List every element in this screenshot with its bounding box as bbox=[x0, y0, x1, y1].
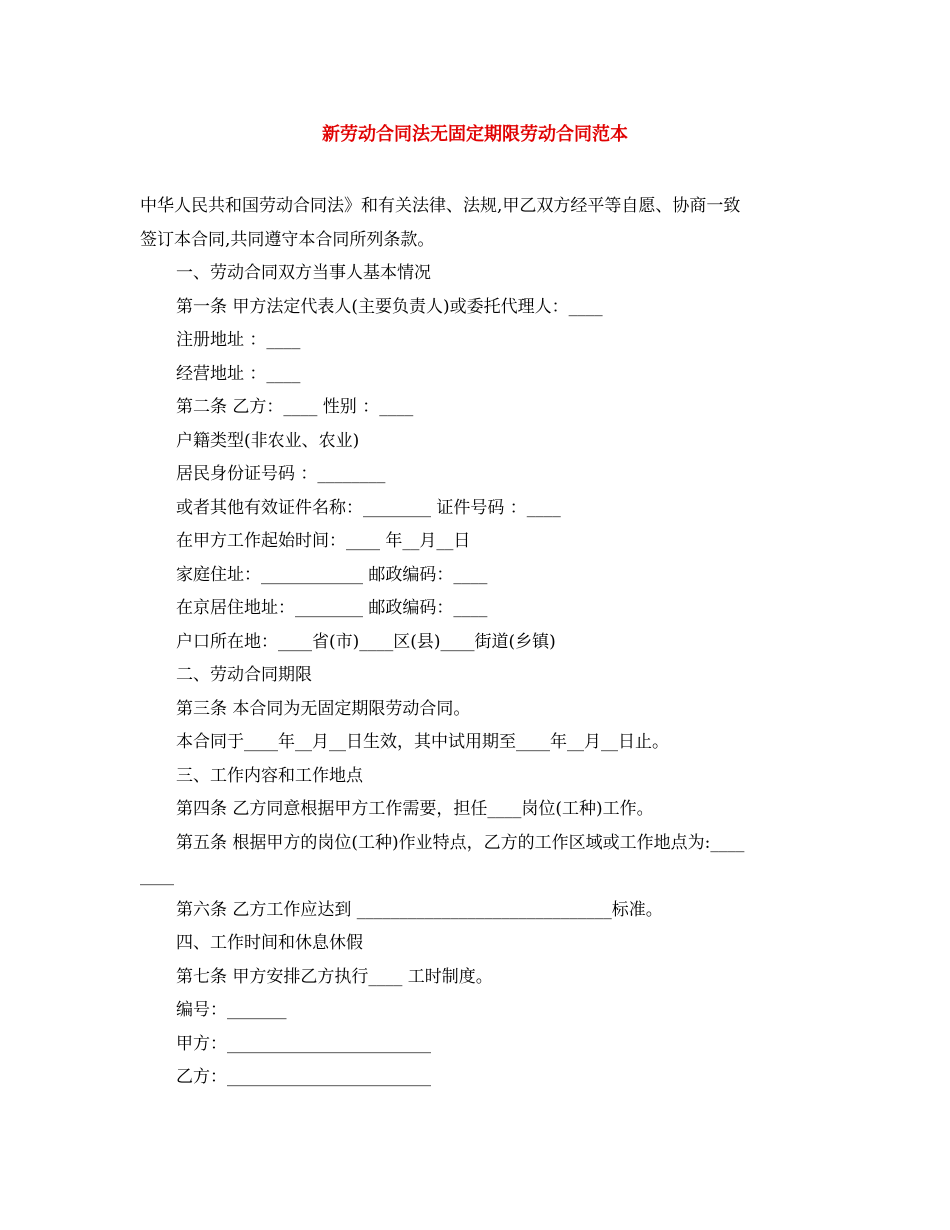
document-line: 在京居住地址：________ 邮政编码：____ bbox=[176, 598, 488, 618]
document-line: 注册地址 ：____ bbox=[176, 330, 301, 350]
document-line: 经营地址 ：____ bbox=[176, 363, 301, 384]
document-line: 签订本合同,共同遵守本合同所列条款。 bbox=[140, 229, 435, 250]
document-line: 二、劳动合同期限 bbox=[176, 665, 312, 685]
document-line: 第七条 甲方安排乙方执行____ 工时制度。 bbox=[176, 966, 493, 987]
document-line: 在甲方工作起始时间：____ 年__月__日 bbox=[176, 531, 471, 551]
document-line: 编号：_______ bbox=[176, 1000, 287, 1020]
document-line: 甲方：________________________ bbox=[176, 1033, 431, 1054]
document-line: 本合同于____年__月__日生效，其中试用期至____年__月__日止。 bbox=[176, 732, 669, 752]
document-line: 中华人民共和国劳动合同法》和有关法律、法规,甲乙双方经平等自愿、协商一致 bbox=[140, 196, 741, 216]
document-line: 户籍类型(非农业、农业) bbox=[176, 430, 360, 451]
document-line: 乙方：________________________ bbox=[176, 1067, 431, 1087]
document-line: 第四条 乙方同意根据甲方工作需要，担任____岗位(工种)工作。 bbox=[176, 799, 654, 819]
document-body bbox=[140, 190, 820, 1095]
document-line: 或者其他有效证件名称：________ 证件号码 ：____ bbox=[176, 497, 561, 518]
document-line: 第一条 甲方法定代表人(主要负责人)或委托代理人：____ bbox=[176, 296, 603, 317]
document-line: 第五条 根据甲方的岗位(工种)作业特点，乙方的工作区域或工作地点为:____ bbox=[176, 832, 745, 853]
document-line: 第二条 乙方：____ 性别 ：____ bbox=[176, 397, 414, 417]
document-line: 居民身份证号码 ：________ bbox=[176, 464, 386, 484]
document-title: 新劳动合同法无固定期限劳动合同范本 bbox=[322, 124, 628, 145]
document-line: 第三条 本合同为无固定期限劳动合同。 bbox=[176, 698, 471, 719]
document-line: 三、工作内容和工作地点 bbox=[176, 765, 363, 786]
document-line: 家庭住址：____________ 邮政编码：____ bbox=[176, 564, 488, 585]
document-line: 户口所在地：____省(市)____区(县)____街道(乡镇) bbox=[176, 631, 556, 652]
document-line: ____ bbox=[140, 866, 174, 886]
document-line: 四、工作时间和休息休假 bbox=[176, 933, 363, 953]
document-line: 一、劳动合同双方当事人基本情况 bbox=[176, 263, 431, 283]
document-line: 第六条 乙方工作应达到 ______________________________标准。 bbox=[176, 899, 663, 920]
